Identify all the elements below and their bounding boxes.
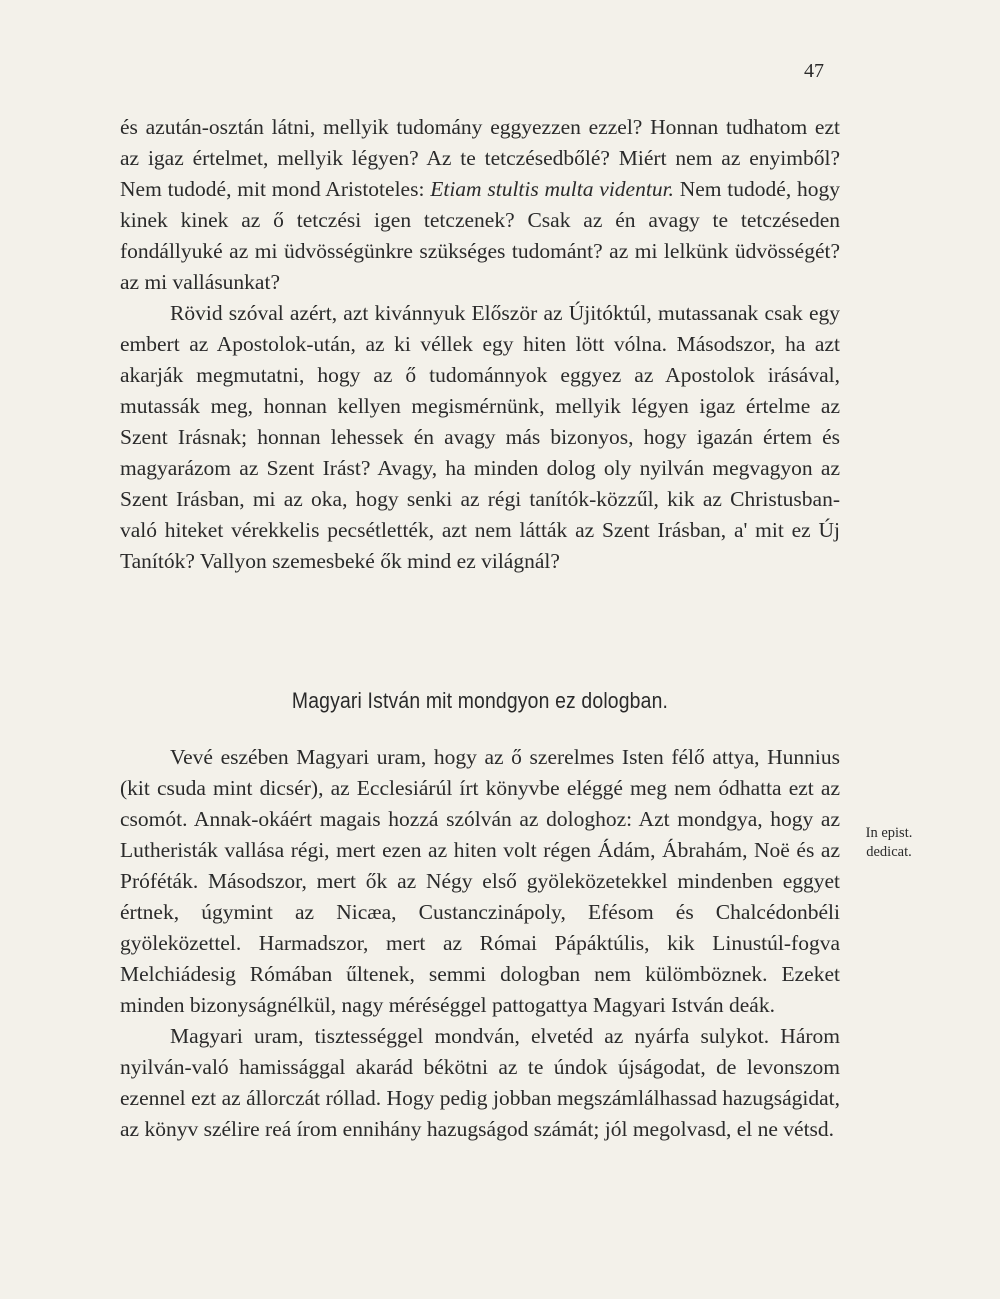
paragraph: Magyari uram, tisztességgel mondván, elvetéd az nyárfa sulykot. Három nyilván-való hamissággal akarád békötni az te úndok újságodat, de levonszom ezennel ezt az állorczát róllad. Hogy pedig jobban megszámlálhassad hazugságidat, az könyv szélire reá írom ennihány hazugságod számát; jól megolvasd, el ne vétsd.	[120, 1024, 840, 1141]
paragraph: Vevé eszében Magyari uram, hogy az ő szerelmes Isten félő attya, Hunnius (kit csuda mint dicsér), az Ecclesiárúl írt könyvbe eléggé meg nem ódhatta ezt az csomót. Annak-okáért magais hozzá szólván az dologhoz: Azt mondgya, hogy az Lutheristák vallása régi, mert ezen az hiten volt régen Ádám, Ábrahám, Noë és az Próféták. Másodszor, mert ők az Négy első gyöleközetekkel mindenben eggyet értnek, úgymint az Nicæa, Custanczinápoly, Efésom és Chalcédonbéli gyöleközettel. Harmadszor, mert az Római Pápáktúlis, kik Linustúl-fogva Melchiádesig Rómában űltenek, semmi dologban nem külömböznek. Ezeket minden bizonyságnélkül, nagy méréséggel pattogattya Magyari István deák.	[120, 745, 840, 1017]
margin-note-line: dedicat.	[866, 844, 912, 860]
margin-note	[850, 824, 928, 862]
latin-quote: Etiam stultis multa videntur.	[430, 177, 674, 201]
body-text-bottom	[120, 742, 840, 1145]
paragraph-text: Nem tudodé, hogy kinek kinek az ő tetczési igen tetczenek? Csak az én avagy te tetczéseden fondállyuké az mi üdvösségünkre szükséges tudománt? az mi lelkünk üdvösségét? az mi vallásunkat?	[120, 177, 840, 294]
margin-note-line: In epist.	[865, 825, 913, 841]
section-heading: Magyari István mit mondgyon ez dologban.	[291, 688, 669, 713]
body-text-top	[120, 112, 840, 577]
paragraph-text: és azután-osztán látni, mellyik tudomány eggyezzen ezzel? Honnan tudhatom ezt az igaz értelmet, mellyik légyen? Az te tetczésedbőlé? Miért nem az enyimből? Nem tudodé, mit mond Aristoteles:	[120, 115, 840, 201]
paragraph: Rövid szóval azért, azt kivánnyuk Először az Újitóktúl, mutassanak csak egy embert az Apostolok-után, az ki véllek egy hiten lött vólna. Másodszor, ha azt akarják megmutatni, hogy az ő tudománnyok eggyez az Apostolok irásával, mutassák meg, honnan kellyen megismérnünk, mellyik légyen igaz értelme az Szent Irásnak; honnan lehessek én avagy más bizonyos, hogy igazán értem és magyarázom az Szent Irást? Avagy, ha minden dolog oly nyilván megvagyon az Szent Irásban, mi az oka, hogy senki az régi tanítók-közzűl, kik az Christusban-való hiteket vérekkelis pecsétlették, azt nem látták az Szent Irásban, a' mit ez Új Tanítók? Vallyon szemesbeké ők mind ez világnál?	[120, 301, 840, 573]
page-number: 47	[804, 60, 824, 82]
paragraph-continuation	[120, 112, 840, 298]
